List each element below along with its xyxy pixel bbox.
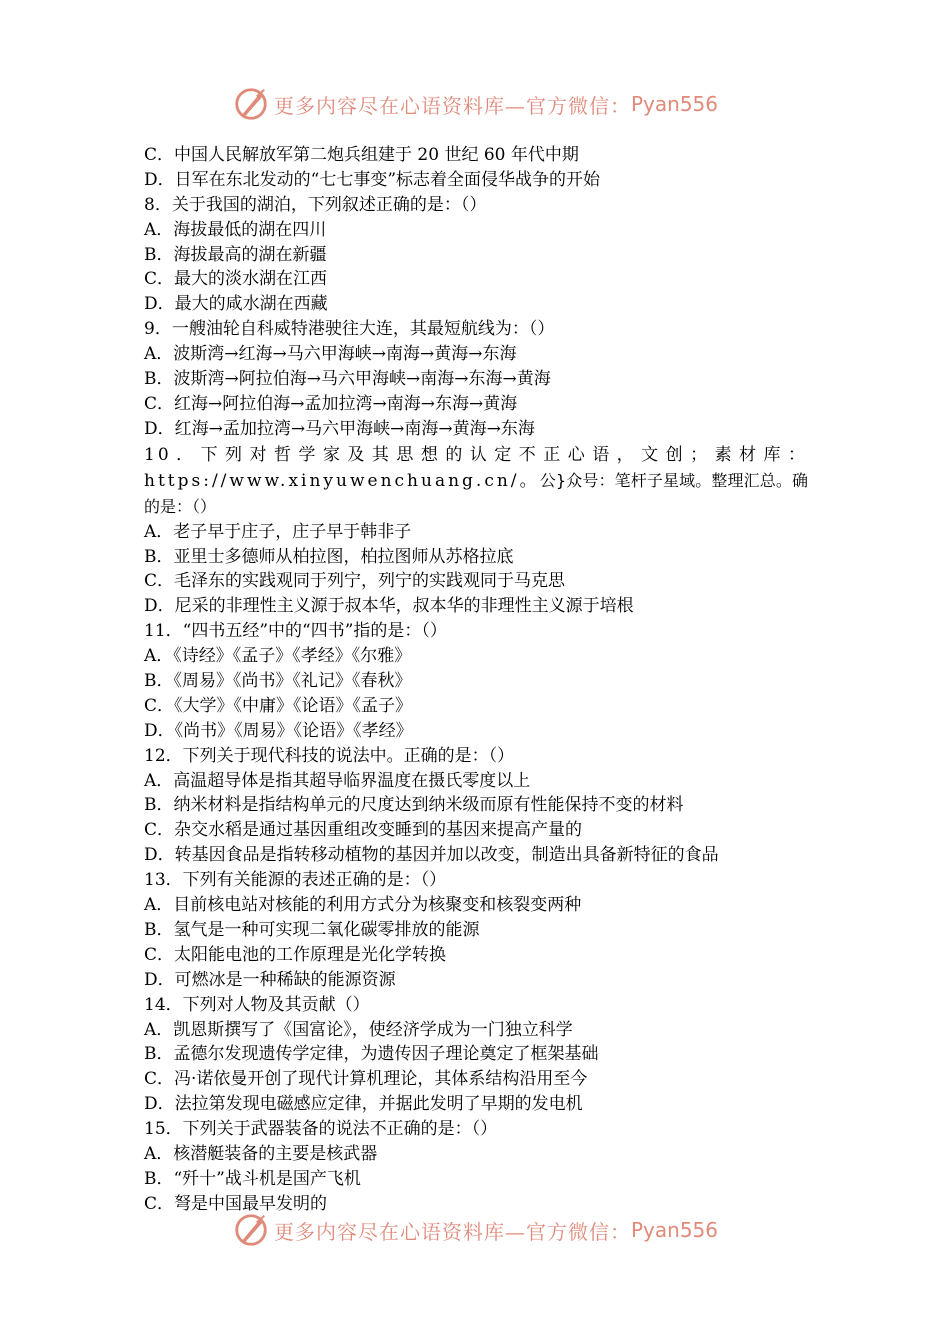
option-line: C．红海→阿拉伯海→孟加拉湾→南海→东海→黄海 [144,393,518,414]
option-line: A．目前核电站对核能的利用方式分为核聚变和核裂变两种 [144,895,582,916]
option-line: B．波斯湾→阿拉伯海→马六甲海峡→南海→东海→黄海 [144,369,551,390]
option-line: B．孟德尔发现遗传学定律，为遗传因子理论奠定了框架基础 [144,1044,599,1065]
header-banner [0,84,950,124]
option-line: B．亚里士多德师从柏拉图，柏拉图师从苏格拉底 [144,546,514,567]
option-line: B．《周易》《尚书》《礼记》《春秋》 [144,671,412,692]
question-10 [144,442,808,520]
question-10-watermark-text: 公}众号：笔杆子星域。整理汇总。确的是：（） [144,470,809,516]
option-line: A．老子早于庄子，庄子早于韩非子 [144,521,412,542]
option-line: B．海拔最高的湖在新疆 [144,244,327,265]
quill-pen-logo-icon [232,85,270,123]
option-line: D．红海→孟加拉湾→马六甲海峡→南海→黄海→东海 [144,418,535,439]
option-line: D．《尚书》《周易》《论语》《孝经》 [144,720,413,741]
document-body [144,143,808,1217]
option-line: C．弩是中国最早发明的 [144,1193,328,1214]
option-line: D．可燃冰是一种稀缺的能源资源 [144,969,396,990]
question-13: 13．下列有关能源的表述正确的是：（） [144,870,447,891]
option-line: C．毛泽东的实践观同于列宁，列宁的实践观同于马克思 [144,571,566,592]
question-9: 9．一艘油轮自科威特港驶往大连，其最短航线为：（） [144,319,555,340]
option-line: B．氢气是一种可实现二氧化碳零排放的能源 [144,919,480,940]
option-line: D．转基因食品是指转移动植物的基因并加以改变，制造出具备新特征的食品 [144,845,719,866]
question-8: 8．关于我国的湖泊，下列叙述正确的是：（） [144,194,487,215]
question-11: 11．“四书五经”中的“四书”指的是：（） [144,621,447,642]
question-12: 12．下列关于现代科技的说法中。正确的是：（） [144,745,515,766]
question-15: 15．下列关于武器装备的说法不正确的是：（） [144,1119,498,1140]
option-line: C．冯·诺依曼开创了现代计算机理论，其体系结构沿用至今 [144,1069,588,1090]
option-line: C．《大学》《中庸》《论语》《孟子》 [144,695,413,716]
quill-pen-logo-icon [232,1211,270,1249]
option-line: A．海拔最低的湖在四川 [144,219,327,240]
option-line: C．最大的淡水湖在江西 [144,269,328,290]
option-line: D．最大的咸水湖在西藏 [144,294,328,315]
option-line: B．“歼十”战斗机是国产飞机 [144,1168,361,1189]
question-10-text: 10．下列对哲学家及其思想的认定不正心语，文创；素材库：https://www.xinyuwenchuang.cn/。 [144,444,808,491]
question-14: 14．下列对人物及其贡献（） [144,994,370,1015]
banner-wechat-id: Pyan556 [630,92,718,116]
banner-text: 更多内容尽在心语资料库—官方微信： [273,93,631,118]
text-line: D．日军在东北发动的“七七事变”标志着全面侵华战争的开始 [144,169,601,190]
option-line: D．法拉第发现电磁感应定律，并据此发明了早期的发电机 [144,1094,583,1115]
text-line: C．中国人民解放军第二炮兵组建于 20 世纪 60 年代中期 [144,145,579,165]
banner-wechat-id: Pyan556 [630,1218,718,1242]
option-line: C．杂交水稻是通过基因重组改变睡到的基因来提高产量的 [144,820,583,841]
option-line: D．尼采的非理性主义源于叔本华，叔本华的非理性主义源于培根 [144,596,634,617]
option-line: A．高温超导体是指其超导临界温度在摄氏零度以上 [144,770,531,791]
banner-text: 更多内容尽在心语资料库—官方微信： [273,1219,631,1244]
option-line: A．《诗经》《孟子》《孝经》《尔雅》 [144,646,412,667]
option-line: A．核潜艇装备的主要是核武器 [144,1143,378,1164]
footer-banner [0,1210,950,1250]
option-line: C．太阳能电池的工作原理是光化学转换 [144,944,447,965]
option-line: A．凯恩斯撰写了《国富论》，使经济学成为一门独立科学 [144,1019,573,1040]
option-line: A．波斯湾→红海→马六甲海峡→南海→黄海→东海 [144,344,517,365]
option-line: B．纳米材料是指结构单元的尺度达到纳米级而原有性能保持不变的材料 [144,795,684,816]
